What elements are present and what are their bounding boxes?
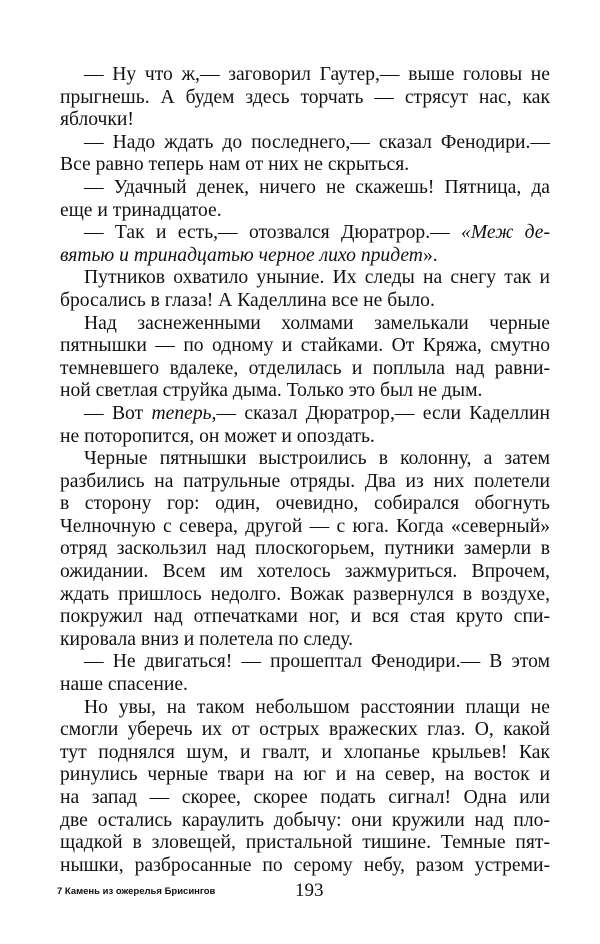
text-span: — Так и есть,— отозвался Дюратрор.— [84, 222, 462, 244]
text-line: пятнышки — по одному и стайками. От Кряжа, смутно [60, 335, 550, 357]
text-line: Над заснеженными холмами замелькали черные [84, 312, 550, 334]
text-line: две остались караулить добычу: они кружили над пло- [60, 809, 550, 831]
text-line: яблочки! [60, 109, 134, 131]
text-line: покружил над отпечатками ног, и вся стая круто спи- [60, 606, 550, 628]
text-line: не поторопится, он может и опоздать. [60, 425, 375, 447]
text-line: Путников охватило уныние. Их следы на снегу так и [84, 267, 550, 289]
text-line: ной светлая струйка дыма. Только это был не дым. [60, 380, 483, 402]
text-line: ринулись черные твари на юг и на север, на восток и [60, 764, 550, 786]
text-line: прыгнешь. А будем здесь торчать — стрясут нас, как [60, 86, 550, 108]
text-line: темневшего вдалеке, отделилась и поплыла над равни- [60, 357, 550, 379]
text-line: бросались в глаза! А Каделлина все не было. [60, 289, 435, 311]
text-line [60, 245, 550, 268]
text-line: ждать пришлось недолго. Вожак развернулся в воздухе, [60, 583, 550, 605]
text-line: Все равно теперь нам от них не скрыться. [60, 154, 410, 176]
text-line [60, 403, 550, 426]
italic-word: теперь [151, 402, 212, 424]
text-line: Челночную с севера, другой — с юга. Когда «северный» [60, 515, 550, 537]
text-line: нышки, разбросанные по серому небу, разом устреми- [60, 854, 550, 876]
italic-quote: вятью и тринадцатью черное лихо придет [60, 244, 423, 266]
text-line: — Не двигаться! — прошептал Фенодири.— В этом [84, 651, 550, 673]
text-line: — Удачный денек, ничего не скажешь! Пятница, да [84, 176, 550, 198]
text-line: — Надо ждать до последнего,— сказал Фенодири.— [84, 131, 550, 153]
text-line: разбились на патрульные отряды. Два из них полетели [60, 470, 550, 492]
text-line: еще и тринадцатое. [60, 199, 222, 221]
page-body [60, 64, 550, 877]
text-line: щадкой в зловещей, пристальной тишине. Темные пят- [60, 832, 550, 854]
text-line: ожидании. Всем им хотелось зажмуриться. Впрочем, [60, 561, 550, 583]
text-span: ». [422, 244, 438, 266]
text-line [60, 222, 550, 245]
signature-mark: 7 Камень из ожерелья Брисингов [57, 886, 216, 897]
text-line: — Ну что ж,— заговорил Гаутер,— выше головы не [84, 64, 550, 85]
text-line: Черные пятнышки выстроились в колонну, а затем [84, 448, 550, 470]
page-number: 193 [295, 880, 324, 901]
text-line: отряд заскользил над плоскогорьем, путники замерли в [60, 538, 550, 560]
text-span: ,— сказал Дюратрор,— если Каделлин [211, 402, 550, 424]
page-footer [57, 880, 557, 904]
text-line: тут поднялся шум, и гвалт, и хлопанье крыльев! Как [60, 741, 550, 763]
text-span: — Вот [84, 402, 152, 424]
text-line: Но увы, на таком небольшом расстоянии плащи не [84, 696, 550, 718]
text-line: в сторону гор: один, очевидно, собирался обогнуть [60, 493, 550, 515]
text-line: кировала вниз и полетела по следу. [60, 628, 354, 650]
italic-quote: «Меж де- [461, 222, 550, 244]
text-line: смогли уберечь их от острых вражеских глаз. О, какой [60, 719, 550, 741]
text-line: наше спасение. [60, 674, 188, 696]
text-line: на запад — скорее, скорее подать сигнал! Одна или [60, 787, 550, 808]
